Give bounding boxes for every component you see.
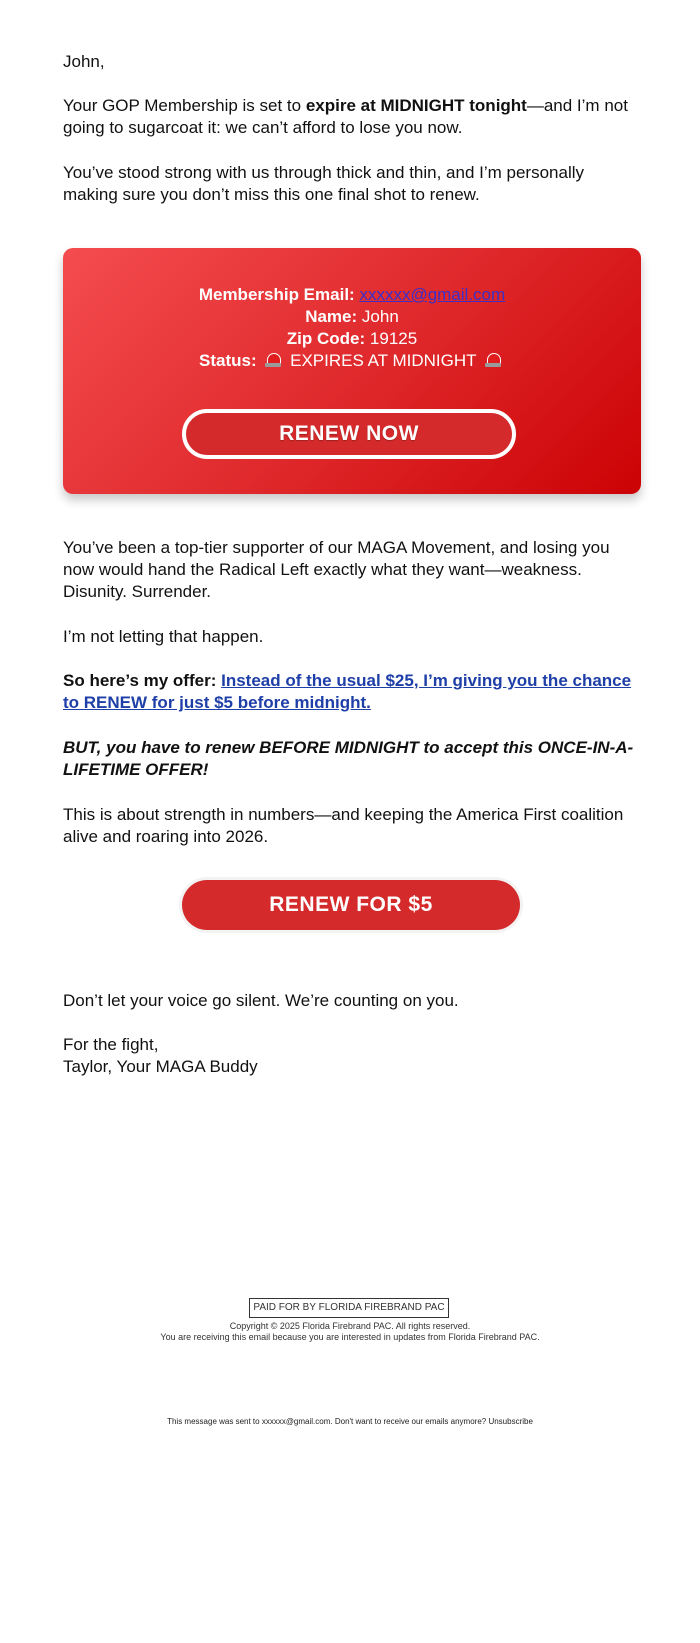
renew-now-button[interactable]: RENEW NOW — [182, 409, 516, 459]
membership-details — [63, 284, 641, 372]
receiving-text: You are receiving this email because you are interested in updates from Florida Firebrand PAC. — [160, 1332, 540, 1342]
greeting: John, — [63, 52, 105, 71]
sent-to-question: . Don't want to receive our emails anymore? — [330, 1417, 489, 1426]
name-value: John — [361, 307, 399, 326]
siren-icon — [265, 353, 281, 367]
zip-row — [63, 328, 641, 350]
intro-paragraph-1 — [63, 95, 641, 139]
closing-paragraph: Don’t let your voice go silent. We’re counting on you. — [63, 991, 459, 1010]
sent-to-text: This message was sent to — [167, 1417, 262, 1426]
body-paragraph-2: I’m not letting that happen. — [63, 627, 264, 646]
membership-email-label: Membership Email: — [198, 285, 355, 304]
renew-for-5-button[interactable]: RENEW FOR $5 — [182, 880, 520, 930]
offer-paragraph — [63, 670, 641, 714]
paid-for-disclaimer: PAID FOR BY FLORIDA FIREBRAND PAC — [249, 1298, 449, 1318]
intro1-rest: —and I’m not going to sugarcoat it: we can’t afford to lose you now. — [63, 96, 628, 137]
offer-link[interactable]: Instead of the usual $25, I’m giving you the chance to RENEW for just $5 before midnight. — [63, 671, 632, 712]
sent-to-email: xxxxxx@gmail.com — [261, 1417, 331, 1426]
membership-email-link[interactable]: xxxxxx@gmail.com — [359, 285, 506, 304]
copyright-text: Copyright © 2025 Florida Firebrand PAC. All rights reserved. — [229, 1321, 471, 1331]
membership-email-row — [63, 284, 641, 306]
unsubscribe-link[interactable]: Unsubscribe — [488, 1417, 533, 1426]
status-label: Status: — [199, 351, 257, 370]
status-row — [63, 350, 641, 372]
signoff: For the fight, — [63, 1035, 159, 1054]
status-value: EXPIRES AT MIDNIGHT — [290, 351, 477, 370]
siren-icon — [485, 353, 501, 367]
intro1-text: Your GOP Membership is set to — [63, 96, 306, 115]
intro1-emphasis: expire at MIDNIGHT tonight — [305, 96, 527, 115]
name-label: Name: — [305, 307, 358, 326]
name-row — [63, 306, 641, 328]
membership-card — [63, 248, 641, 494]
offer-lead: So here’s my offer: — [63, 671, 222, 690]
intro-paragraph-2: You’ve stood strong with us through thick and thin, and I’m personally making sure you don’t miss this one final shot to renew. — [63, 163, 585, 204]
body-paragraph-1: You’ve been a top-tier supporter of our MAGA Movement, and losing you now would hand the Radical Left exactly what they want—weakness. Disunity. Surrender. — [63, 538, 610, 601]
deadline-paragraph: BUT, you have to renew BEFORE MIDNIGHT to accept this ONCE-IN-A-LIFETIME OFFER! — [63, 738, 634, 779]
signature: Taylor, Your MAGA Buddy — [63, 1057, 258, 1076]
footer-sent-to — [0, 1417, 700, 1427]
zip-label: Zip Code: — [286, 329, 366, 348]
zip-value: 19125 — [369, 329, 418, 348]
strength-paragraph: This is about strength in numbers—and keeping the America First coalition alive and roaring into 2026. — [63, 805, 624, 846]
footer-copyright-block — [0, 1321, 700, 1343]
